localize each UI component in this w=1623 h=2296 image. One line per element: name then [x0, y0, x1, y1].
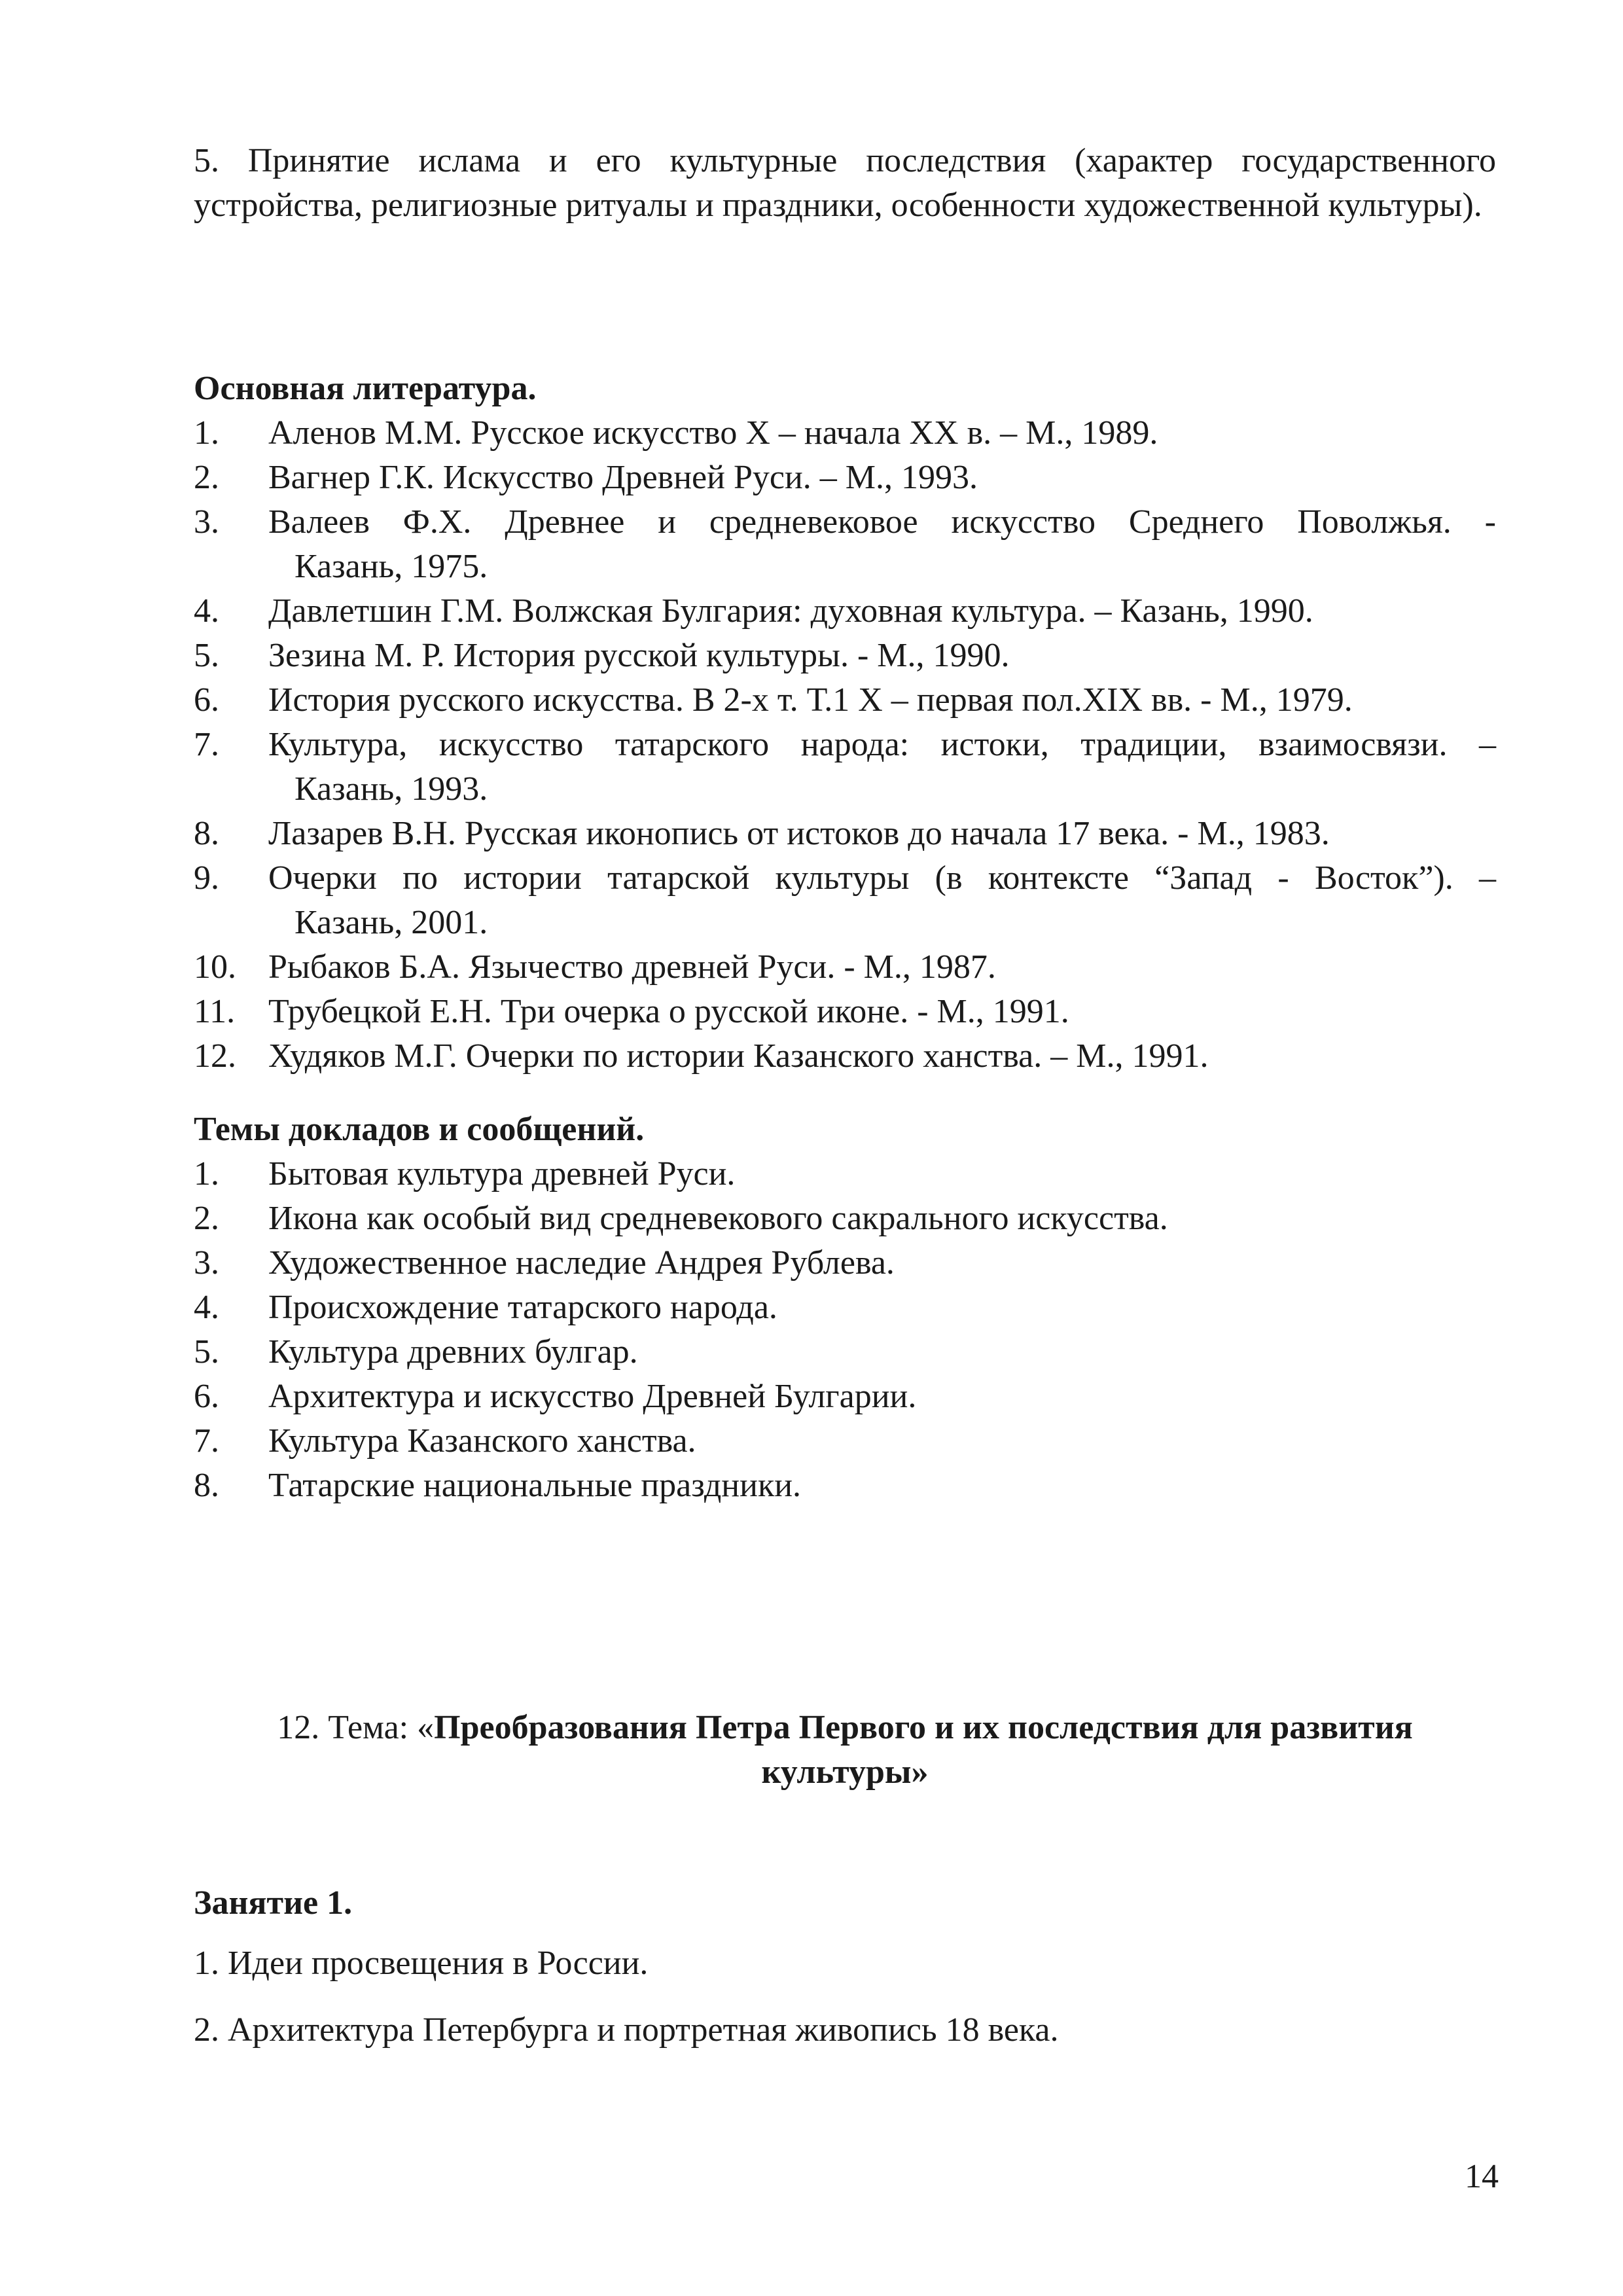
lesson-section [194, 1881, 1496, 1926]
literature-section [194, 367, 1496, 1079]
list-item [194, 812, 1496, 856]
list-item [194, 1241, 1496, 1285]
item-number: 3. [194, 503, 219, 541]
list-item [194, 1152, 1496, 1196]
list-item [194, 1285, 1496, 1330]
item-number: 11. [194, 993, 236, 1030]
item-text-continued: Казань, 1975. [294, 548, 488, 585]
topic-title-block [194, 1706, 1496, 1795]
list-item [194, 723, 1496, 812]
list-item [194, 856, 1496, 945]
item-text: Художественное наследие Андрея Рублева. [268, 1244, 895, 1282]
item-number: 1. [194, 414, 219, 452]
list-item [194, 1419, 1496, 1463]
list-item [194, 500, 1496, 589]
item-text: Бытовая культура древней Руси. [268, 1155, 736, 1193]
reports-section [194, 1107, 1496, 1508]
list-item [194, 456, 1496, 500]
item-number: 8. [194, 815, 219, 852]
item-text: Аленов М.М. Русское искусство X – начала XX в. – М., 1989. [268, 414, 1158, 452]
item-number: 7. [194, 1422, 219, 1460]
item-text: Архитектура и искусство Древней Булгарии. [268, 1378, 917, 1415]
item-text: Давлетшин Г.М. Волжская Булгария: духовная культура. – Казань, 1990. [268, 592, 1313, 630]
lesson-item-2-block [194, 2008, 1496, 2053]
item-number: 7. [194, 726, 219, 763]
item-text: Валеев Ф.Х. Древнее и средневековое искусство Среднего Поволжья. - [268, 503, 1496, 541]
item-text: Вагнер Г.К. Искусство Древней Руси. – М., 1993. [268, 459, 978, 496]
item-number: 5. [194, 1333, 219, 1371]
list-item [194, 1463, 1496, 1508]
item-number: 1. [194, 1155, 219, 1193]
item-text-continued: Казань, 1993. [294, 770, 488, 808]
list-item [194, 678, 1496, 723]
item-number: 4. [194, 592, 219, 630]
lesson-heading: Занятие 1. [194, 1884, 353, 1922]
item-number: 8. [194, 1467, 219, 1504]
item-text: Лазарев В.Н. Русская иконопись от истоков до начала 17 века. - М., 1983. [268, 815, 1330, 852]
intro-block [194, 139, 1496, 228]
item-text: Татарские национальные праздники. [268, 1467, 802, 1504]
list-item [194, 1374, 1496, 1419]
lesson-item: 1. Идеи просвещения в России. [194, 1945, 649, 1982]
list-item [194, 589, 1496, 634]
reports-heading: Темы докладов и сообщений. [194, 1111, 645, 1148]
item-text: Икона как особый вид средневекового сакрального искусства. [268, 1200, 1168, 1237]
intro-paragraph: 5. Принятие ислама и его культурные последствия (характер государственного устройства, религиозные ритуалы и праздники, особенности художественной культуры). [194, 142, 1496, 224]
item-number: 5. [194, 637, 219, 674]
list-item [194, 411, 1496, 456]
topic-title-line2: культуры» [761, 1753, 929, 1791]
item-number: 2. [194, 459, 219, 496]
list-item [194, 945, 1496, 990]
item-text: Культура древних булгар. [268, 1333, 638, 1371]
item-number: 6. [194, 681, 219, 719]
topic-title-line1: Преобразования Петра Первого и их последствия для развития [434, 1709, 1413, 1746]
item-text: Происхождение татарского народа. [268, 1289, 777, 1326]
literature-list [194, 411, 1496, 1079]
lesson-item: 2. Архитектура Петербурга и портретная живопись 18 века. [194, 2011, 1059, 2049]
item-text: Очерки по истории татарской культуры (в контексте “Запад - Восток”). – [268, 859, 1496, 897]
item-text: Культура, искусство татарского народа: истоки, традиции, взаимосвязи. – [268, 726, 1496, 763]
page-number: 14 [1465, 2158, 1499, 2195]
topic-prefix: 12. Тема: « [277, 1709, 435, 1746]
list-item [194, 990, 1496, 1034]
item-number: 6. [194, 1378, 219, 1415]
item-number: 2. [194, 1200, 219, 1237]
item-text: История русского искусства. В 2-х т. Т.1 X – первая пол.XIX вв. - М., 1979. [268, 681, 1353, 719]
item-text: Трубецкой Е.Н. Три очерка о русской иконе. - М., 1991. [268, 993, 1069, 1030]
item-text: Рыбаков Б.А. Язычество древней Руси. - М., 1987. [268, 948, 996, 986]
item-number: 9. [194, 859, 219, 897]
list-item [194, 1196, 1496, 1241]
item-text: Зезина М. Р. История русской культуры. - М., 1990. [268, 637, 1010, 674]
reports-list [194, 1152, 1496, 1508]
item-text-continued: Казань, 2001. [294, 904, 488, 941]
item-number: 4. [194, 1289, 219, 1326]
item-text: Худяков М.Г. Очерки по истории Казанского ханства. – М., 1991. [268, 1037, 1209, 1075]
item-number: 3. [194, 1244, 219, 1282]
topic-title [194, 1706, 1496, 1795]
literature-heading: Основная литература. [194, 370, 537, 407]
list-item [194, 1330, 1496, 1374]
item-text: Культура Казанского ханства. [268, 1422, 696, 1460]
list-item [194, 634, 1496, 678]
item-number: 12. [194, 1037, 236, 1075]
lesson-item-1-block [194, 1941, 1496, 1986]
list-item [194, 1034, 1496, 1079]
item-number: 10. [194, 948, 236, 986]
